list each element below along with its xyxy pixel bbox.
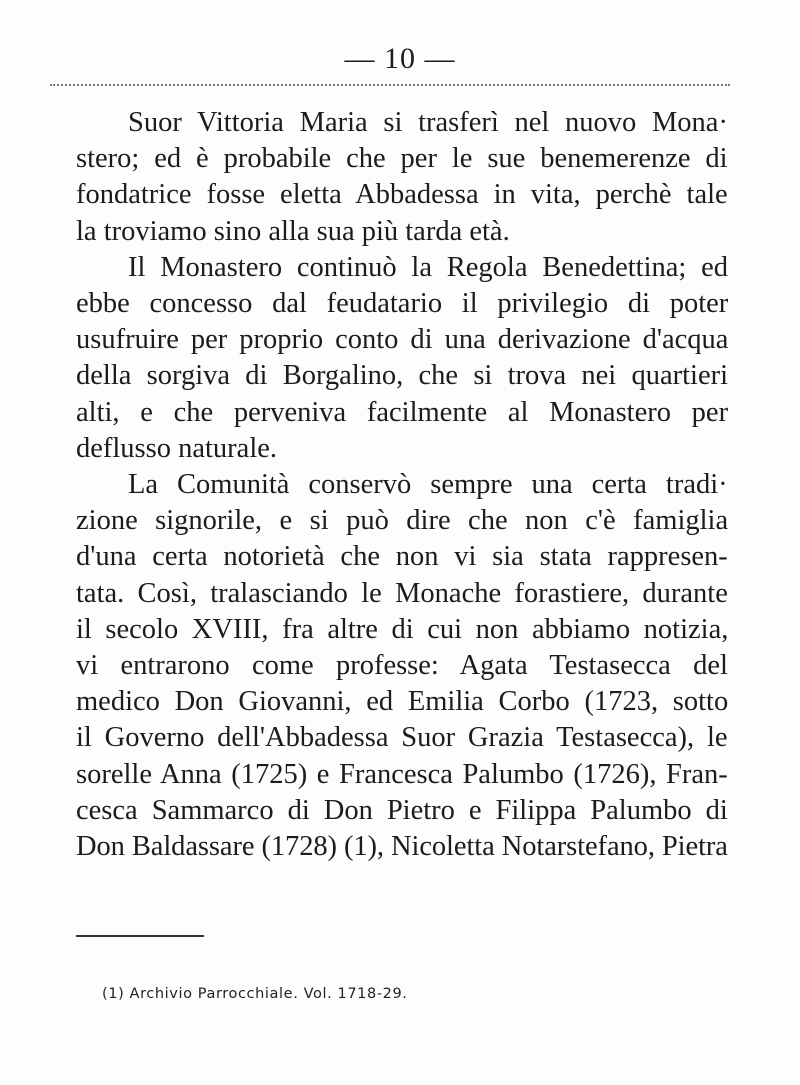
text-line: Don Baldassare (1728) (1), Nicoletta Notarstefano, Pietra [76,831,728,863]
footnote: (1) Archivio Parrocchiale. Vol. 1718-29. [102,986,408,1002]
text-line: zione signorile, e si può dire che non c'è famiglia [76,505,729,537]
text-line: sorelle Anna (1725) e Francesca Palumbo (1726), Fran- [76,758,728,790]
paragraph-1 [76,105,728,250]
header-dotted-rule [50,84,730,86]
footnote-rule [76,935,204,937]
text-line: la troviamo sino alla sua più tarda età. [76,215,510,247]
text-line: stero; ed è probabile che per le sue benemerenze di [76,143,728,175]
text-line: della sorgiva di Borgalino, che si trova nei quartieri [76,360,729,392]
text-line: fondatrice fosse eletta Abbadessa in vita, perchè tale [76,179,728,211]
text-line: alti, e che perveniva facilmente al Monastero per [76,396,729,428]
text-line: deflusso naturale. [76,432,278,464]
text-line: Suor Vittoria Maria si trasferì nel nuovo Mona· [128,107,728,138]
paragraph-2 [76,250,728,467]
text-line: ebbe concesso dal feudatario il privilegio di poter [76,288,729,320]
text-line: La Comunità conservò sempre una certa tradi· [128,469,728,501]
text-line: Il Monastero continuò la Regola Benedettina; ed [128,251,729,283]
text-line: medico Don Giovanni, ed Emilia Corbo (1723, sotto [76,686,729,718]
paragraph-3 [76,467,728,865]
page-number: — 10 — [344,42,456,75]
body-text [76,105,728,865]
text-line: usufruire per proprio conto di una derivazione d'acqua [76,324,729,356]
text-line: d'una certa notorietà che non vi sia stata rappresen- [76,541,728,573]
text-line: il secolo XVIII, fra altre di cui non abbiamo notizia, [76,613,729,645]
text-line: vi entrarono come professe: Agata Testasecca del [76,650,728,682]
text-line: tata. Così, tralasciando le Monache forastiere, durante [76,577,728,609]
text-line: cesca Sammarco di Don Pietro e Filippa Palumbo di [76,794,728,826]
text-line: il Governo dell'Abbadessa Suor Grazia Testasecca), le [76,722,728,754]
